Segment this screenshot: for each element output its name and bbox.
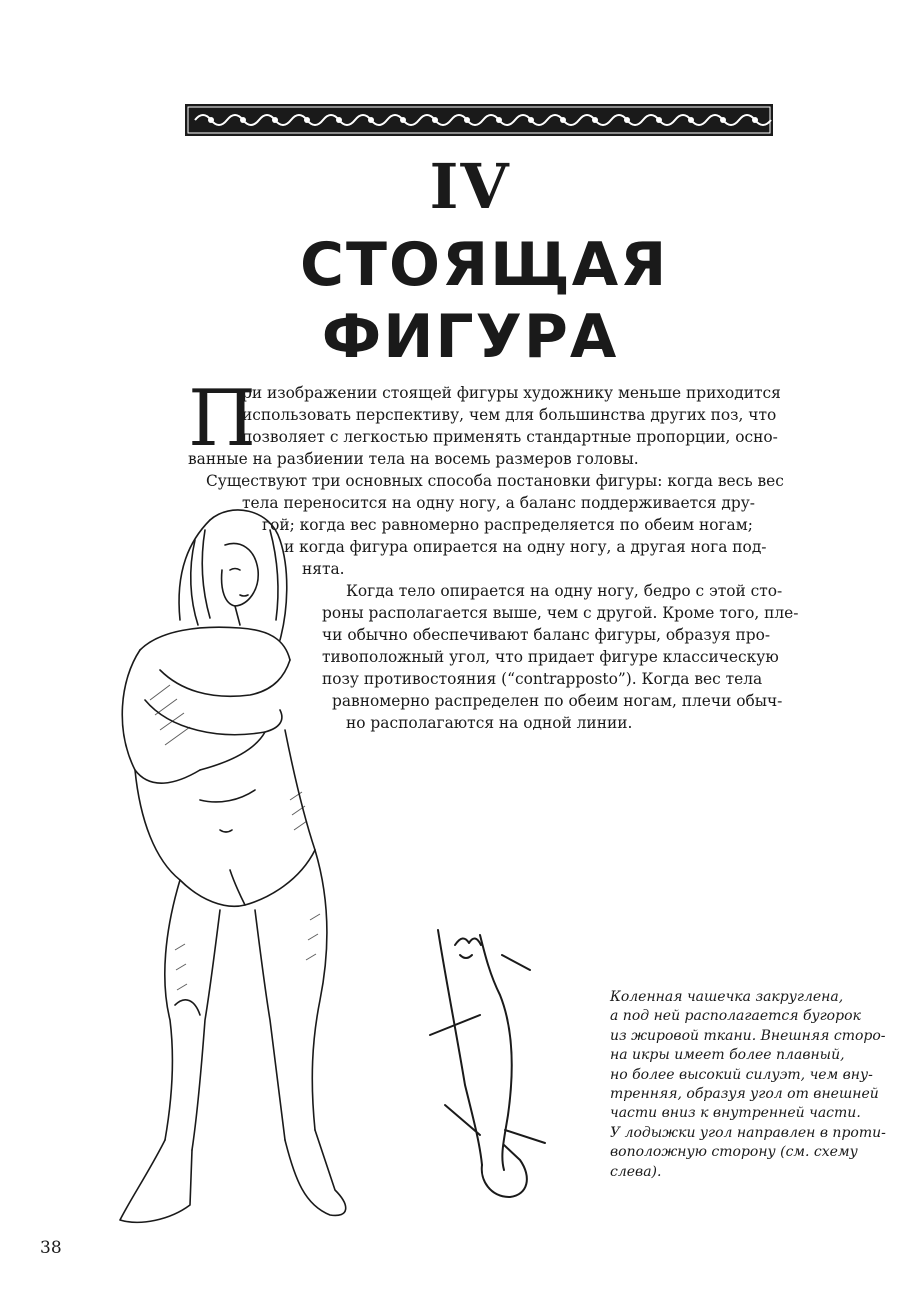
paragraph-2-line: тела переносится на одну ногу, а баланс поддерживается дру-: [242, 494, 755, 512]
paragraph-3-line: чи обычно обеспечивают баланс фигуры, образуя про-: [322, 626, 771, 644]
caption-line: из жировой ткани. Внешняя сторо-: [610, 1027, 886, 1044]
standing-figure-illustration: [80, 500, 380, 1240]
paragraph-1-line: использовать перспективу, чем для большинства других поз, что: [242, 406, 777, 424]
paragraph-2-line: Существуют три основных способа постановки фигуры: когда весь вес: [206, 472, 784, 490]
caption-line: части вниз к внутренней части.: [610, 1105, 861, 1122]
chapter-title-line-1: СТОЯЩАЯ: [300, 230, 669, 300]
illustration-caption: [610, 988, 890, 1182]
paragraph-3-line: роны располагается выше, чем с другой. Кроме того, пле-: [322, 604, 799, 622]
paragraph-1-line: ванные на разбиении тела на восемь размеров головы.: [188, 450, 639, 468]
paragraph-2-line: и когда фигура опирается на одну ногу, а другая нога под-: [284, 538, 767, 556]
caption-line: У лодыжки угол направлен в проти-: [610, 1124, 886, 1141]
caption-line: слева).: [610, 1163, 662, 1180]
caption-line: на икры имеет более плавный,: [610, 1047, 845, 1064]
caption-line: воположную сторону (см. схему: [610, 1144, 858, 1161]
caption-line: но более высокий силуэт, чем вну-: [610, 1066, 873, 1083]
paragraph-3-line: тивоположный угол, что придает фигуре классическую: [322, 648, 779, 666]
chapter-number: IV: [429, 150, 511, 223]
paragraph-1-line: позволяет с легкостью применять стандартные пропорции, осно-: [242, 428, 778, 446]
paragraph-3-line: но располагаются на одной линии.: [346, 714, 633, 732]
paragraph-3-line: Когда тело опирается на одну ногу, бедро с этой сто-: [346, 582, 783, 600]
drop-cap: П: [188, 374, 257, 464]
paragraph-3-line: равномерно распределен по обеим ногам, плечи обыч-: [332, 692, 783, 710]
ornament-header-band: [185, 104, 773, 136]
knee-leg-diagram: [420, 915, 560, 1205]
paragraph-3-line: позу противостояния (“contrapposto”). Когда вес тела: [322, 670, 763, 688]
paragraph-2-line: нята.: [302, 560, 345, 578]
caption-line: а под ней располагается бугорок: [610, 1008, 861, 1025]
page-number: 38: [40, 1238, 62, 1258]
caption-line: тренняя, образуя угол от внешней: [610, 1086, 879, 1103]
paragraph-2-line: гой; когда вес равномерно распределяется по обеим ногам;: [262, 516, 753, 534]
chapter-title-line-2: ФИГУРА: [321, 302, 619, 372]
caption-line: Коленная чашечка закруглена,: [610, 989, 844, 1005]
paragraph-1-line: ри изображении стоящей фигуры художнику меньше приходится: [242, 384, 781, 402]
